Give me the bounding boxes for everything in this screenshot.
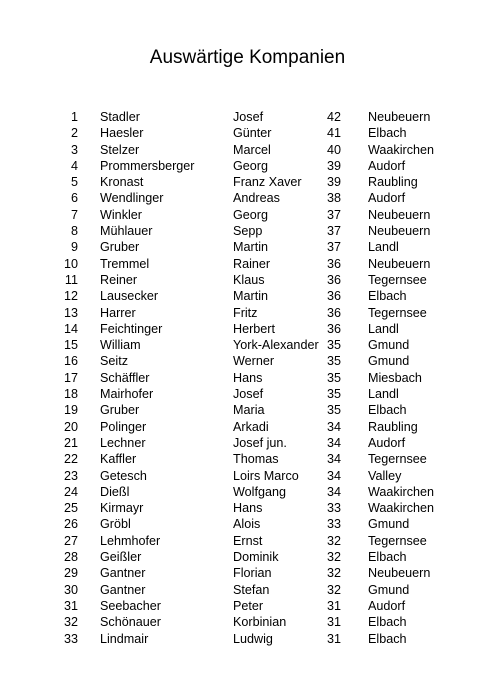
first-name-cell: Ludwig — [233, 631, 273, 646]
club-cell: Miesbach — [368, 370, 422, 385]
first-name-cell: Peter — [233, 598, 264, 613]
list-item — [0, 142, 495, 158]
club-cell: Elbach — [368, 550, 407, 565]
club-cell: Gmund — [368, 517, 410, 532]
club-cell: Raubling — [368, 175, 418, 190]
last-name-cell: Schönauer — [100, 615, 161, 630]
last-name-cell: Mühlauer — [100, 224, 153, 239]
list-item — [0, 223, 495, 239]
last-name-cell: Seitz — [100, 354, 128, 369]
list-item — [0, 386, 495, 402]
club-cell: Tegernsee — [368, 533, 427, 548]
last-name-cell: Kaffler — [100, 452, 137, 467]
club-cell: Waakirchen — [368, 484, 435, 499]
score-cell: 34 — [327, 468, 342, 483]
rank-cell: 20 — [63, 419, 78, 434]
first-name-cell: Herbert — [233, 321, 275, 336]
list-item — [0, 598, 495, 614]
first-name-cell: Stefan — [233, 582, 270, 597]
rank-cell: 30 — [63, 582, 78, 597]
score-cell: 36 — [327, 256, 342, 271]
list-item — [0, 451, 495, 467]
last-name-cell: Haesler — [100, 126, 144, 141]
list-item — [0, 125, 495, 141]
list-item — [0, 402, 495, 418]
list-item — [0, 109, 495, 125]
score-cell: 36 — [327, 272, 342, 287]
first-name-cell: Alois — [233, 517, 261, 532]
club-cell: Neubeuern — [368, 110, 431, 124]
last-name-cell: Gantner — [100, 566, 146, 581]
club-cell: Audorf — [368, 191, 406, 206]
list-item — [0, 337, 495, 353]
list-item — [0, 565, 495, 581]
rank-cell: 22 — [63, 452, 78, 467]
rank-cell: 7 — [70, 207, 78, 222]
first-name-cell: Günter — [233, 126, 272, 141]
rank-cell: 11 — [64, 272, 78, 287]
club-cell: Tegernsee — [368, 452, 427, 467]
rank-cell: 4 — [70, 158, 78, 173]
score-cell: 31 — [327, 631, 342, 646]
last-name-cell: Wendlinger — [100, 191, 164, 206]
last-name-cell: Lechner — [100, 435, 146, 450]
first-name-cell: Martin — [233, 240, 268, 255]
first-name-cell: Hans — [233, 370, 263, 385]
list-item — [0, 614, 495, 630]
first-name-cell: Maria — [233, 403, 265, 418]
last-name-cell: Winkler — [100, 207, 142, 222]
club-cell: Neubeuern — [368, 224, 431, 239]
rank-cell: 27 — [63, 533, 78, 548]
score-cell: 34 — [327, 419, 342, 434]
rank-cell: 3 — [70, 142, 78, 157]
rank-cell: 12 — [63, 289, 78, 304]
score-cell: 38 — [327, 191, 342, 206]
rank-cell: 31 — [63, 598, 78, 613]
score-cell: 37 — [327, 224, 342, 239]
list-item — [0, 288, 495, 304]
first-name-cell: Georg — [233, 207, 269, 222]
list-item — [0, 631, 495, 647]
last-name-cell: Feichtinger — [100, 321, 163, 336]
score-cell: 40 — [327, 142, 342, 157]
list-item — [0, 533, 495, 549]
club-cell: Waakirchen — [368, 501, 435, 516]
list-item — [0, 207, 495, 223]
last-name-cell: Gantner — [100, 582, 146, 597]
rank-cell: 2 — [70, 126, 78, 141]
list-item — [0, 516, 495, 532]
last-name-cell: Getesch — [100, 468, 147, 483]
rank-cell: 32 — [63, 615, 78, 630]
score-cell: 35 — [327, 354, 342, 369]
club-cell: Elbach — [368, 403, 407, 418]
first-name-cell: York-Alexander — [233, 338, 319, 353]
rank-cell: 24 — [63, 484, 78, 499]
first-name-cell: Andreas — [233, 191, 280, 206]
list-item — [0, 419, 495, 435]
last-name-cell: Seebacher — [100, 598, 161, 613]
first-name-cell: Rainer — [233, 256, 271, 271]
first-name-cell: Florian — [233, 566, 272, 581]
club-cell: Elbach — [368, 631, 407, 646]
first-name-cell: Klaus — [233, 272, 265, 287]
first-name-cell: Franz Xaver — [233, 175, 302, 190]
first-name-cell: Ernst — [233, 533, 263, 548]
club-cell: Valley — [368, 468, 402, 483]
rank-cell: 28 — [63, 550, 78, 565]
club-cell: Tegernsee — [368, 305, 427, 320]
rank-cell: 13 — [63, 305, 78, 320]
last-name-cell: Lausecker — [100, 289, 159, 304]
last-name-cell: Lindmair — [100, 631, 149, 646]
rank-cell: 25 — [63, 501, 78, 516]
list-item — [0, 256, 495, 272]
results-list — [0, 109, 495, 647]
rank-cell: 18 — [63, 387, 78, 402]
score-cell: 35 — [327, 370, 342, 385]
rank-cell: 1 — [70, 110, 78, 124]
rank-cell: 23 — [63, 468, 78, 483]
list-item — [0, 239, 495, 255]
score-cell: 36 — [327, 289, 342, 304]
list-item — [0, 435, 495, 451]
first-name-cell: Marcel — [233, 142, 271, 157]
list-item — [0, 158, 495, 174]
rank-cell: 8 — [70, 224, 78, 239]
score-cell: 32 — [327, 582, 342, 597]
score-cell: 31 — [327, 598, 342, 613]
club-cell: Raubling — [368, 419, 418, 434]
last-name-cell: Stadler — [100, 110, 140, 124]
score-cell: 35 — [327, 387, 342, 402]
list-item — [0, 370, 495, 386]
club-cell: Elbach — [368, 289, 407, 304]
score-cell: 35 — [327, 338, 342, 353]
first-name-cell: Arkadi — [233, 419, 269, 434]
first-name-cell: Werner — [233, 354, 275, 369]
score-cell: 33 — [327, 517, 342, 532]
last-name-cell: Dießl — [100, 484, 130, 499]
club-cell: Elbach — [368, 126, 407, 141]
score-cell: 31 — [327, 615, 342, 630]
first-name-cell: Thomas — [233, 452, 279, 467]
rank-cell: 6 — [70, 191, 78, 206]
score-cell: 34 — [327, 452, 342, 467]
rank-cell: 14 — [63, 321, 78, 336]
first-name-cell: Josef jun. — [233, 435, 287, 450]
score-cell: 33 — [327, 501, 342, 516]
last-name-cell: Polinger — [100, 419, 147, 434]
list-item — [0, 484, 495, 500]
list-item — [0, 549, 495, 565]
list-item — [0, 174, 495, 190]
score-cell: 41 — [327, 126, 342, 141]
last-name-cell: Mairhofer — [100, 387, 154, 402]
page-title: Auswärtige Kompanien — [149, 47, 346, 68]
first-name-cell: Hans — [233, 501, 263, 516]
rank-cell: 15 — [63, 338, 78, 353]
first-name-cell: Sepp — [233, 224, 263, 239]
rank-cell: 17 — [63, 370, 78, 385]
score-cell: 34 — [327, 435, 342, 450]
score-cell: 36 — [327, 305, 342, 320]
rank-cell: 19 — [63, 403, 78, 418]
first-name-cell: Fritz — [233, 305, 258, 320]
club-cell: Audorf — [368, 158, 406, 173]
first-name-cell: Georg — [233, 158, 269, 173]
list-item — [0, 305, 495, 321]
list-item — [0, 353, 495, 369]
score-cell: 39 — [327, 175, 342, 190]
last-name-cell: Gröbl — [100, 517, 131, 532]
first-name-cell: Korbinian — [233, 615, 287, 630]
last-name-cell: Harrer — [100, 305, 136, 320]
rank-cell: 9 — [70, 240, 78, 255]
club-cell: Gmund — [368, 582, 410, 597]
last-name-cell: Gruber — [100, 240, 140, 255]
last-name-cell: Reiner — [100, 272, 138, 287]
last-name-cell: Lehmhofer — [100, 533, 161, 548]
rank-cell: 21 — [63, 435, 78, 450]
rank-cell: 16 — [63, 354, 78, 369]
score-cell: 36 — [327, 321, 342, 336]
last-name-cell: Stelzer — [100, 142, 140, 157]
club-cell: Landl — [368, 387, 399, 402]
score-cell: 32 — [327, 533, 342, 548]
club-cell: Landl — [368, 240, 399, 255]
score-cell: 37 — [327, 207, 342, 222]
last-name-cell: Schäffler — [100, 370, 150, 385]
rank-cell: 29 — [63, 566, 78, 581]
list-item — [0, 468, 495, 484]
score-cell: 35 — [327, 403, 342, 418]
score-cell: 32 — [327, 550, 342, 565]
last-name-cell: Tremmel — [100, 256, 150, 271]
score-cell: 39 — [327, 158, 342, 173]
first-name-cell: Dominik — [233, 550, 279, 565]
first-name-cell: Martin — [233, 289, 268, 304]
rank-cell: 5 — [70, 175, 78, 190]
score-cell: 42 — [327, 110, 342, 124]
list-item — [0, 190, 495, 206]
club-cell: Landl — [368, 321, 399, 336]
score-cell: 34 — [327, 484, 342, 499]
club-cell: Tegernsee — [368, 272, 427, 287]
first-name-cell: Wolfgang — [233, 484, 286, 499]
last-name-cell: William — [100, 338, 141, 353]
rank-cell: 10 — [63, 256, 78, 271]
rank-cell: 33 — [63, 631, 78, 646]
list-item — [0, 272, 495, 288]
score-cell: 37 — [327, 240, 342, 255]
last-name-cell: Prommersberger — [100, 158, 195, 173]
club-cell: Neubeuern — [368, 566, 431, 581]
club-cell: Neubeuern — [368, 207, 431, 222]
list-item — [0, 500, 495, 516]
score-cell: 32 — [327, 566, 342, 581]
rank-cell: 26 — [63, 517, 78, 532]
club-cell: Audorf — [368, 598, 406, 613]
club-cell: Gmund — [368, 354, 410, 369]
first-name-cell: Loirs Marco — [233, 468, 299, 483]
last-name-cell: Geißler — [100, 550, 142, 565]
club-cell: Neubeuern — [368, 256, 431, 271]
last-name-cell: Kronast — [100, 175, 144, 190]
club-cell: Waakirchen — [368, 142, 435, 157]
first-name-cell: Josef — [233, 110, 264, 124]
club-cell: Audorf — [368, 435, 406, 450]
last-name-cell: Gruber — [100, 403, 140, 418]
club-cell: Gmund — [368, 338, 410, 353]
list-item — [0, 321, 495, 337]
last-name-cell: Kirmayr — [100, 501, 144, 516]
first-name-cell: Josef — [233, 387, 264, 402]
list-item — [0, 582, 495, 598]
club-cell: Elbach — [368, 615, 407, 630]
